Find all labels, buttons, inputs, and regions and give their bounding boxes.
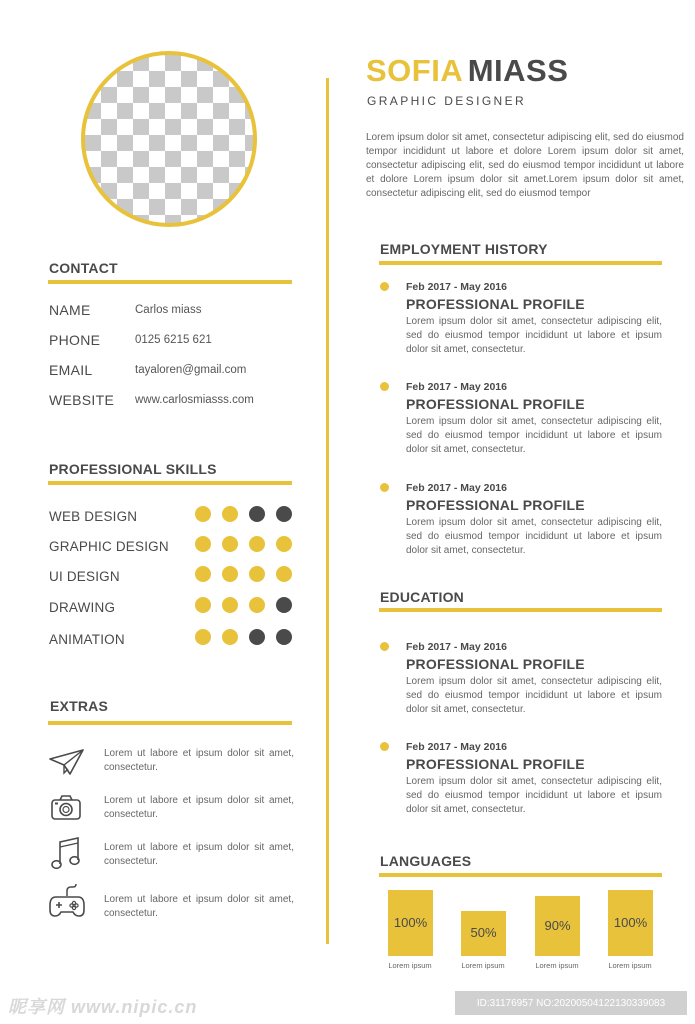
skill-dot-filled <box>195 536 211 552</box>
entry-date: Feb 2017 - May 2016 <box>406 741 507 753</box>
extra-text: Lorem ut labore et ipsum dolor sit amet, consectetur. <box>104 894 294 919</box>
intro-text: Lorem ipsum dolor sit amet, consectetur adipiscing elit, sed do eiusmod tempor incididunt ut labore et dolore Lorem ipsum dolor sit amet, consectetur adipiscing elit, sed do eiusmod tempor incididunt ut labore et dolore Lorem ipsum dolor sit amet.Lorem ipsum dolor sit amet, consectetur adipiscing elit, sed do eiusmod tempor <box>366 132 684 199</box>
language-baseline <box>461 954 506 956</box>
language-label: Lorem ipsum <box>608 961 652 970</box>
job-title: GRAPHIC DESIGNER <box>367 94 527 108</box>
bullet-dot <box>380 742 389 751</box>
skill-dot-filled <box>222 566 238 582</box>
skill-level <box>195 597 292 613</box>
music-note-icon <box>50 836 82 872</box>
skills-list <box>49 505 294 665</box>
skill-level <box>195 506 292 522</box>
skill-dot-empty <box>276 597 292 613</box>
column-divider <box>326 78 329 944</box>
employment-entry <box>379 381 669 461</box>
entry-date: Feb 2017 - May 2016 <box>406 281 507 293</box>
extras-title: EXTRAS <box>50 698 108 714</box>
languages-title: LANGUAGES <box>380 853 472 869</box>
extra-text: Lorem ut labore et ipsum dolor sit amet, consectetur. <box>104 795 294 820</box>
employment-underline <box>379 261 662 265</box>
entry-role: PROFESSIONAL PROFILE <box>406 756 585 772</box>
skill-dot-filled <box>276 536 292 552</box>
contact-value: www.carlosmiasss.com <box>135 394 254 406</box>
watermark-left: 昵享网 www.nipic.cn <box>8 997 198 1017</box>
skill-dot-filled <box>195 506 211 522</box>
skill-dot-filled <box>222 506 238 522</box>
skill-dot-filled <box>222 597 238 613</box>
education-underline <box>379 608 662 612</box>
entry-description: Lorem ipsum dolor sit amet, consectetur adipiscing elit, sed do eiusmod tempor incididunt ut labore et ipsum dolor sit amet, consectetur. <box>406 416 662 455</box>
skill-name: ANIMATION <box>49 632 125 647</box>
skill-dot-filled <box>249 597 265 613</box>
bullet-dot <box>380 282 389 291</box>
entry-role: PROFESSIONAL PROFILE <box>406 656 585 672</box>
employment-entry <box>379 482 669 562</box>
languages-chart <box>379 884 669 974</box>
extras-underline <box>48 721 292 725</box>
contact-label: EMAIL <box>49 362 93 378</box>
education-title: EDUCATION <box>380 589 464 605</box>
first-name: SOFIA <box>366 53 464 88</box>
skill-dot-filled <box>195 566 211 582</box>
paper-plane-icon <box>48 748 86 778</box>
contact-underline <box>48 280 292 284</box>
bullet-dot <box>380 642 389 651</box>
skill-row <box>49 565 294 583</box>
contact-label: WEBSITE <box>49 392 115 408</box>
skill-dot-filled <box>195 629 211 645</box>
language-bar: 100% <box>608 890 653 954</box>
extra-text: Lorem ut labore et ipsum dolor sit amet, consectetur. <box>104 748 294 773</box>
skill-dot-filled <box>222 536 238 552</box>
skill-dot-filled <box>249 536 265 552</box>
skill-dot-filled <box>222 629 238 645</box>
entry-description: Lorem ipsum dolor sit amet, consectetur adipiscing elit, sed do eiusmod tempor incididunt ut labore et ipsum dolor sit amet, consectetur. <box>406 776 662 815</box>
bullet-dot <box>380 382 389 391</box>
contact-value: Carlos miass <box>135 304 202 316</box>
skill-row <box>49 628 294 646</box>
gamepad-icon <box>48 883 86 921</box>
watermark-id: ID:31176957 NO:20200504122130339083 <box>455 991 687 1015</box>
skill-dot-empty <box>276 629 292 645</box>
language-bar: 50% <box>461 911 506 954</box>
language-label: Lorem ipsum <box>388 961 432 970</box>
employment-entry <box>379 281 669 361</box>
entry-date: Feb 2017 - May 2016 <box>406 482 507 494</box>
skill-dot-empty <box>276 506 292 522</box>
contact-label: PHONE <box>49 332 101 348</box>
languages-underline <box>379 873 662 877</box>
skill-name: UI DESIGN <box>49 569 120 584</box>
profile-photo <box>81 51 257 227</box>
entry-role: PROFESSIONAL PROFILE <box>406 497 585 513</box>
skill-level <box>195 566 292 582</box>
skills-underline <box>48 481 292 485</box>
entry-description: Lorem ipsum dolor sit amet, consectetur adipiscing elit, sed do eiusmod tempor incididunt ut labore et ipsum dolor sit amet, consectetur. <box>406 676 662 715</box>
camera-icon <box>50 794 82 822</box>
skill-row <box>49 505 294 523</box>
skill-dot-empty <box>249 506 265 522</box>
bullet-dot <box>380 483 389 492</box>
entry-description: Lorem ipsum dolor sit amet, consectetur adipiscing elit, sed do eiusmod tempor incididunt ut labore et ipsum dolor sit amet, consectetur. <box>406 517 662 556</box>
entry-description: Lorem ipsum dolor sit amet, consectetur adipiscing elit, sed do eiusmod tempor incididunt ut labore et ipsum dolor sit amet, consectetur. <box>406 316 662 355</box>
language-bar: 100% <box>388 890 433 954</box>
contact-value: tayaloren@gmail.com <box>135 364 247 376</box>
language-baseline <box>535 954 580 956</box>
skill-name: GRAPHIC DESIGN <box>49 539 169 554</box>
skill-row <box>49 596 294 614</box>
contact-label: NAME <box>49 302 91 318</box>
contact-value: 0125 6215 621 <box>135 334 212 346</box>
employment-title: EMPLOYMENT HISTORY <box>380 241 548 257</box>
language-baseline <box>608 954 653 956</box>
entry-date: Feb 2017 - May 2016 <box>406 641 507 653</box>
education-entry <box>379 741 669 821</box>
entry-role: PROFESSIONAL PROFILE <box>406 396 585 412</box>
skill-dot-filled <box>276 566 292 582</box>
language-bar: 90% <box>535 896 580 954</box>
skills-title: PROFESSIONAL SKILLS <box>49 461 217 477</box>
skill-level <box>195 536 292 552</box>
entry-date: Feb 2017 - May 2016 <box>406 381 507 393</box>
entry-role: PROFESSIONAL PROFILE <box>406 296 585 312</box>
skill-name: DRAWING <box>49 600 116 615</box>
skill-dot-empty <box>249 629 265 645</box>
language-label: Lorem ipsum <box>535 961 579 970</box>
skill-dot-filled <box>195 597 211 613</box>
language-baseline <box>388 954 433 956</box>
contact-title: CONTACT <box>49 260 118 276</box>
skill-level <box>195 629 292 645</box>
extra-text: Lorem ut labore et ipsum dolor sit amet, consectetur. <box>104 842 294 867</box>
skill-row <box>49 535 294 553</box>
language-label: Lorem ipsum <box>461 961 505 970</box>
last-name: MIASS <box>467 53 569 88</box>
skill-dot-filled <box>249 566 265 582</box>
name-heading <box>366 53 568 89</box>
skill-name: WEB DESIGN <box>49 509 138 524</box>
education-entry <box>379 641 669 721</box>
